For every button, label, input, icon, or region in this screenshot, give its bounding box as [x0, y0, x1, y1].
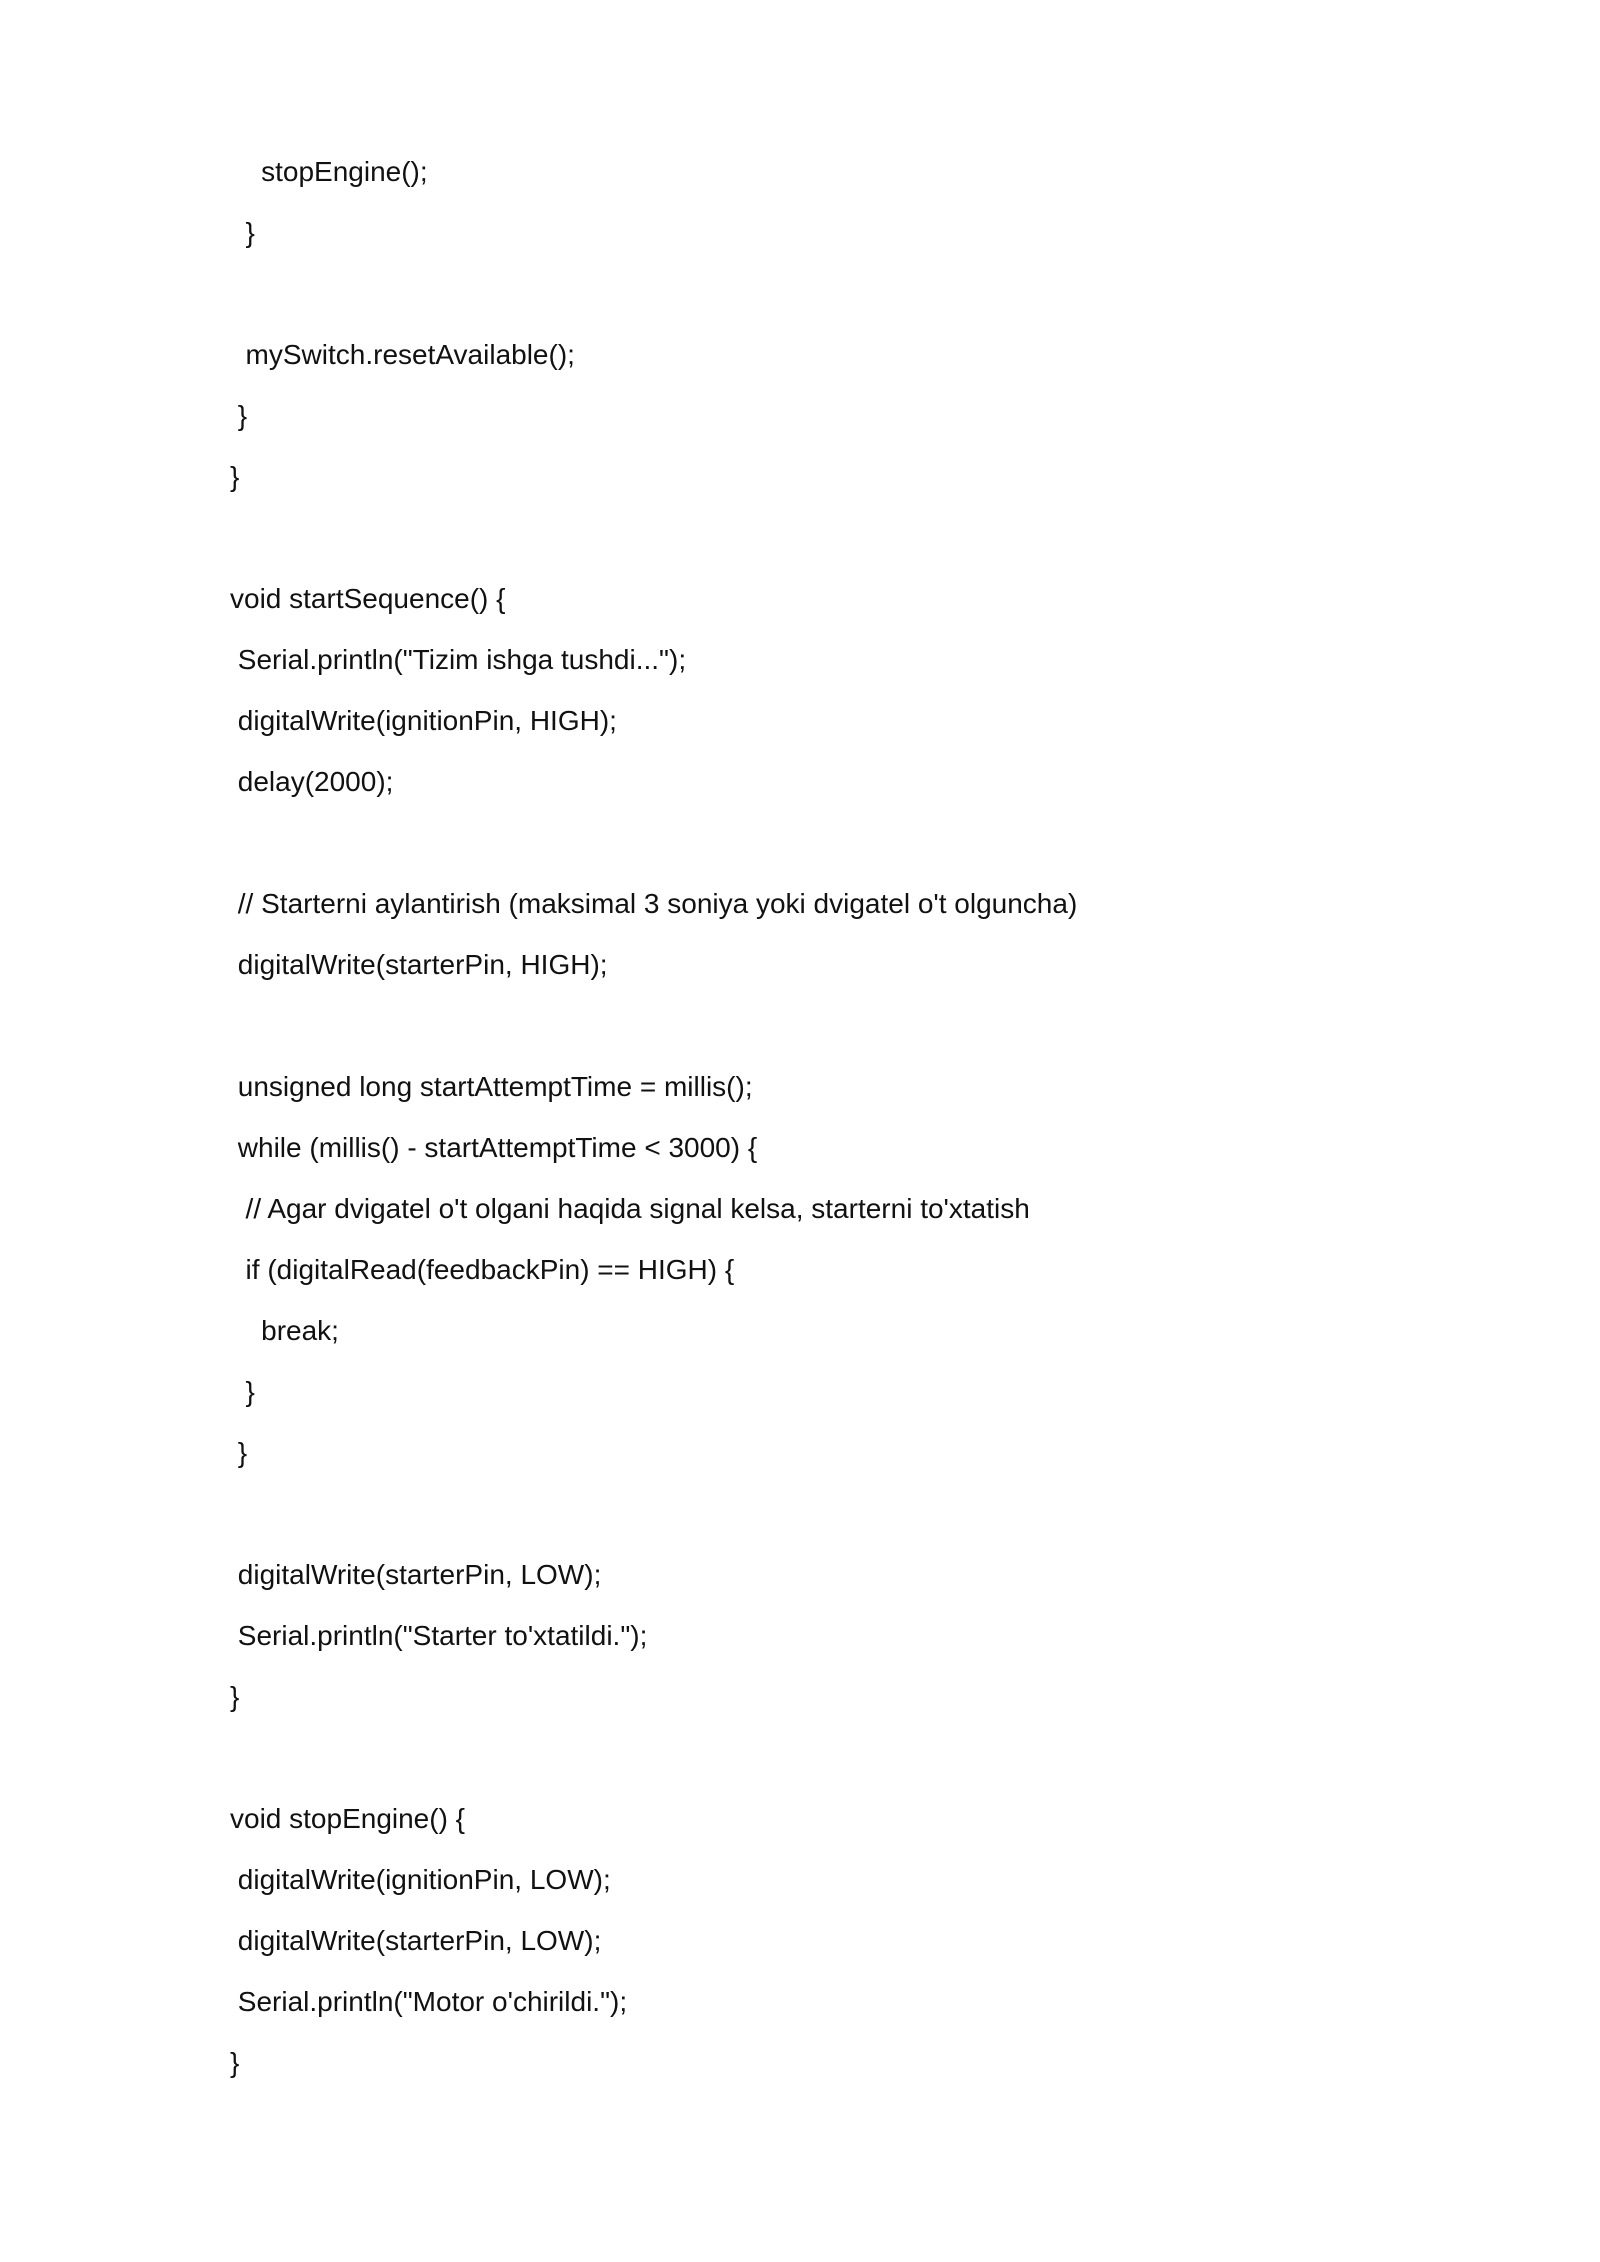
code-line: Serial.println("Tizim ishga tushdi...");	[230, 644, 687, 675]
code-line: }	[230, 1681, 240, 1712]
code-line: stopEngine();	[230, 156, 428, 187]
code-line: }	[230, 217, 255, 248]
code-line	[230, 1002, 1480, 1063]
code-line: digitalWrite(starterPin, LOW);	[230, 1925, 602, 1956]
code-line: digitalWrite(ignitionPin, LOW);	[230, 1864, 611, 1895]
code-line: // Agar dvigatel o't olgani haqida signal kelsa, starterni to'xtatish	[230, 1193, 1030, 1224]
code-line: digitalWrite(ignitionPin, HIGH);	[230, 705, 617, 736]
code-line: }	[230, 461, 240, 492]
code-line: // Starterni aylantirish (maksimal 3 soniya yoki dvigatel o't olguncha)	[230, 888, 1078, 919]
code-listing	[230, 148, 1480, 2100]
code-line	[230, 270, 1480, 331]
code-line: void stopEngine() {	[230, 1803, 466, 1834]
code-line: digitalWrite(starterPin, LOW);	[230, 1559, 602, 1590]
code-line: }	[230, 400, 248, 431]
code-line: void startSequence() {	[230, 583, 506, 614]
code-line	[230, 1490, 1480, 1551]
code-line: }	[230, 2047, 240, 2078]
code-line: mySwitch.resetAvailable();	[230, 339, 575, 370]
code-line: }	[230, 1437, 248, 1468]
code-line: unsigned long startAttemptTime = millis();	[230, 1071, 753, 1102]
code-line	[230, 819, 1480, 880]
code-line: if (digitalRead(feedbackPin) == HIGH) {	[230, 1254, 735, 1285]
code-line: }	[230, 1376, 255, 1407]
code-line: Serial.println("Starter to'xtatildi.");	[230, 1620, 648, 1651]
code-line: while (millis() - startAttemptTime < 3000) {	[230, 1132, 758, 1163]
code-line	[230, 1734, 1480, 1795]
code-line: digitalWrite(starterPin, HIGH);	[230, 949, 608, 980]
code-line: delay(2000);	[230, 766, 394, 797]
code-line: Serial.println("Motor o'chirildi.");	[230, 1986, 628, 2017]
code-line	[230, 514, 1480, 575]
code-line: break;	[230, 1315, 339, 1346]
